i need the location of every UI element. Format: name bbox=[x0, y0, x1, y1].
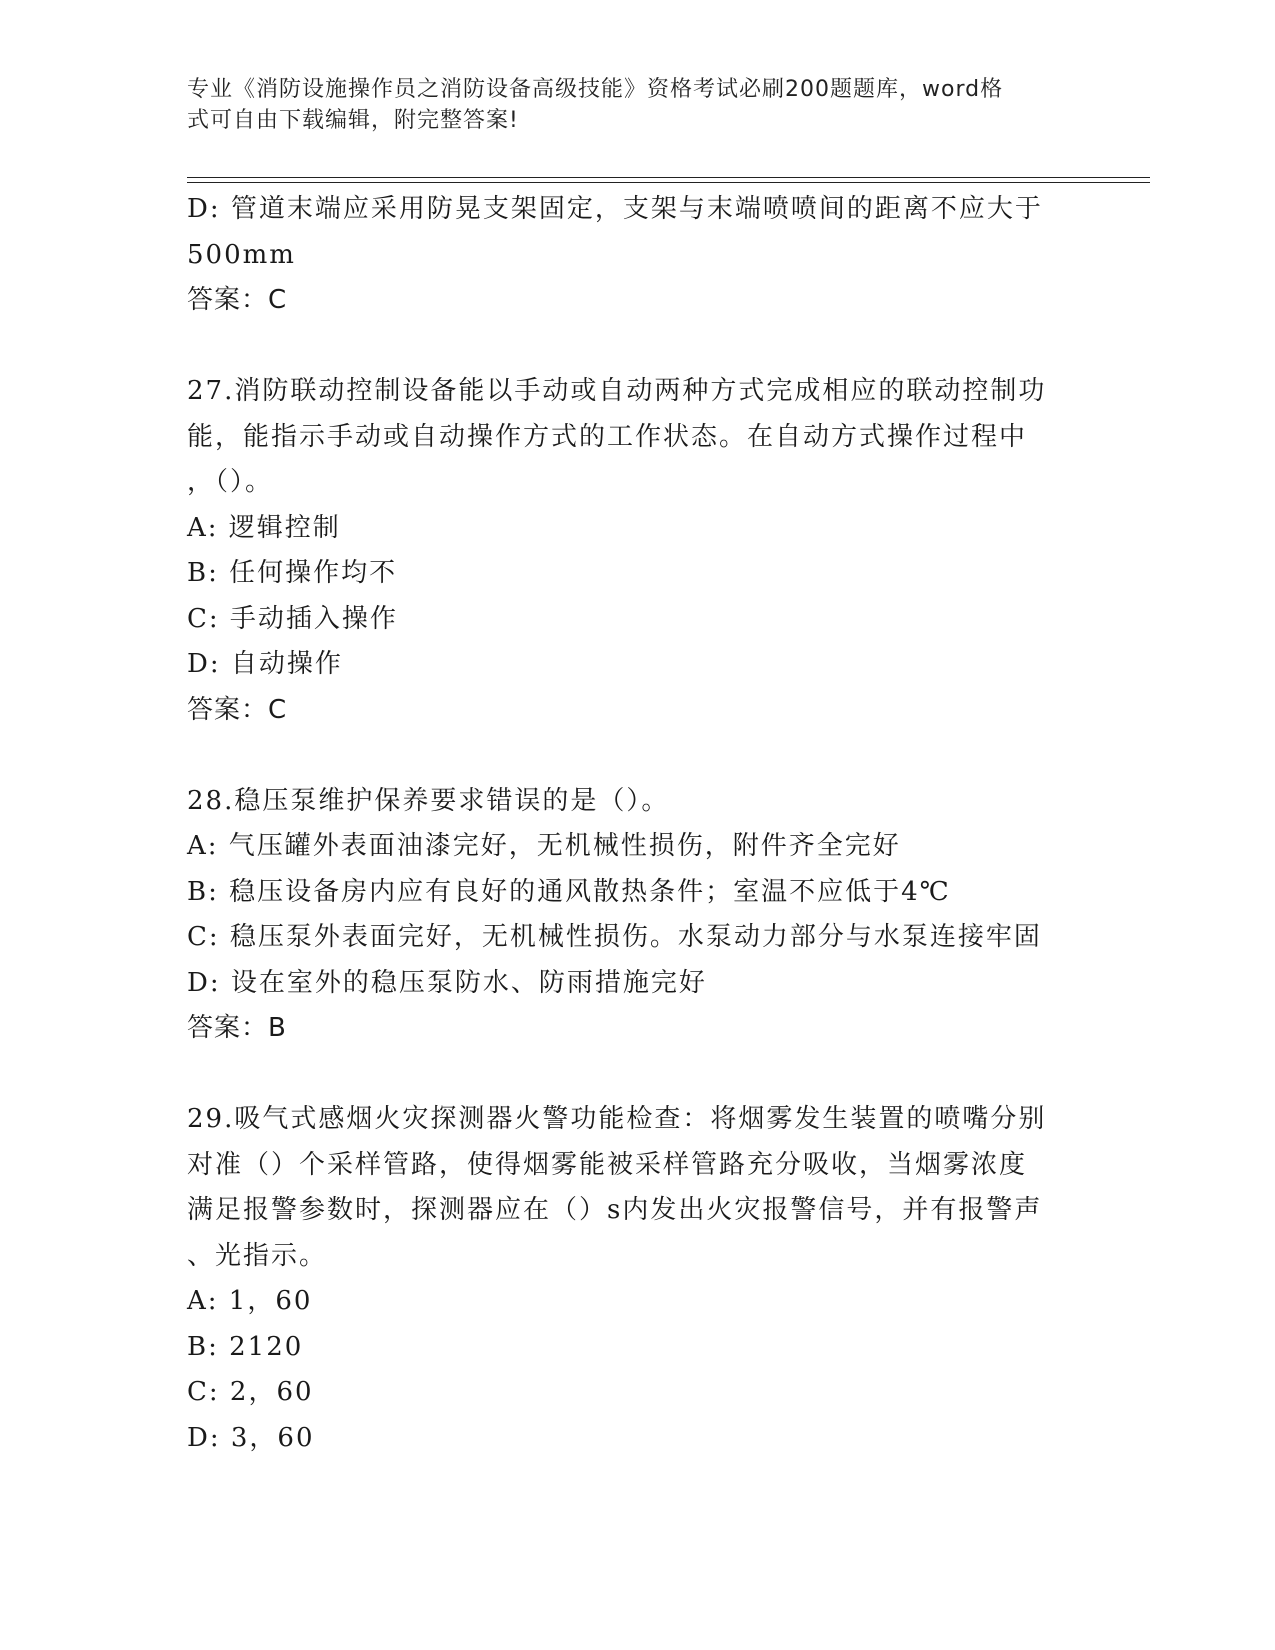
question-27-answer: 答案：C bbox=[187, 694, 288, 725]
header-line-1: 专业《消防设施操作员之消防设备高级技能》资格考试必刷200题题库，word格 bbox=[187, 77, 1004, 102]
question-29-option-b: B: 2120 bbox=[187, 1331, 304, 1362]
question-28-answer: 答案：B bbox=[187, 1013, 287, 1043]
question-28-option-b: B: 稳压设备房内应有良好的通风散热条件；室温不应低于4℃ bbox=[187, 876, 951, 907]
document-body bbox=[187, 187, 1087, 1461]
question-27-option-c: C: 手动插入操作 bbox=[187, 603, 398, 634]
spacer bbox=[187, 1052, 1087, 1098]
question-28-line-1: 28.稳压泵维护保养要求错误的是（）。 bbox=[187, 785, 670, 816]
header-rule-bottom bbox=[187, 182, 1150, 183]
question-29-line-4: 、光指示。 bbox=[187, 1240, 328, 1271]
question-27-option-a: A: 逻辑控制 bbox=[187, 512, 341, 543]
question-27-line-1: 27.消防联动控制设备能以手动或自动两种方式完成相应的联动控制功 bbox=[187, 376, 1047, 406]
question-29-option-d: D: 3，60 bbox=[187, 1422, 315, 1453]
option-d: D: 管道末端应采用防晃支架固定，支架与末端喷喷间的距离不应大于 bbox=[187, 194, 1043, 224]
question-27-line-2: 能，能指示手动或自动操作方式的工作状态。在自动方式操作过程中 bbox=[187, 421, 1028, 452]
question-28-option-c: C: 稳压泵外表面完好，无机械性损伤。水泵动力部分与水泵连接牢固 bbox=[187, 922, 1042, 952]
answer-line: 答案：C bbox=[187, 285, 288, 315]
question-27-option-d: D: 自动操作 bbox=[187, 649, 343, 679]
header-line-2: 式可自由下载编辑，附完整答案! bbox=[187, 108, 519, 133]
question-29-option-a: A: 1，60 bbox=[187, 1286, 313, 1316]
spacer bbox=[187, 324, 1087, 370]
question-29-line-3: 满足报警参数时，探测器应在（）s内发出火灾报警信号，并有报警声 bbox=[187, 1195, 1043, 1225]
document-header bbox=[187, 74, 1067, 136]
option-d-continued: 500mm bbox=[187, 239, 296, 270]
question-29-option-c: C: 2，60 bbox=[187, 1377, 314, 1407]
header-rule-top bbox=[187, 177, 1150, 178]
question-27-option-b: B: 任何操作均不 bbox=[187, 558, 398, 588]
question-29-line-2: 对准（）个采样管路，使得烟雾能被采样管路充分吸收，当烟雾浓度 bbox=[187, 1149, 1028, 1180]
question-29-line-1: 29.吸气式感烟火灾探测器火警功能检查：将烟雾发生装置的喷嘴分别 bbox=[187, 1104, 1047, 1134]
question-27-line-3: ，（）。 bbox=[187, 467, 274, 497]
question-28-option-a: A: 气压罐外表面油漆完好，无机械性损伤，附件齐全完好 bbox=[187, 831, 901, 861]
question-28-option-d: D: 设在室外的稳压泵防水、防雨措施完好 bbox=[187, 967, 707, 998]
spacer bbox=[187, 733, 1087, 779]
